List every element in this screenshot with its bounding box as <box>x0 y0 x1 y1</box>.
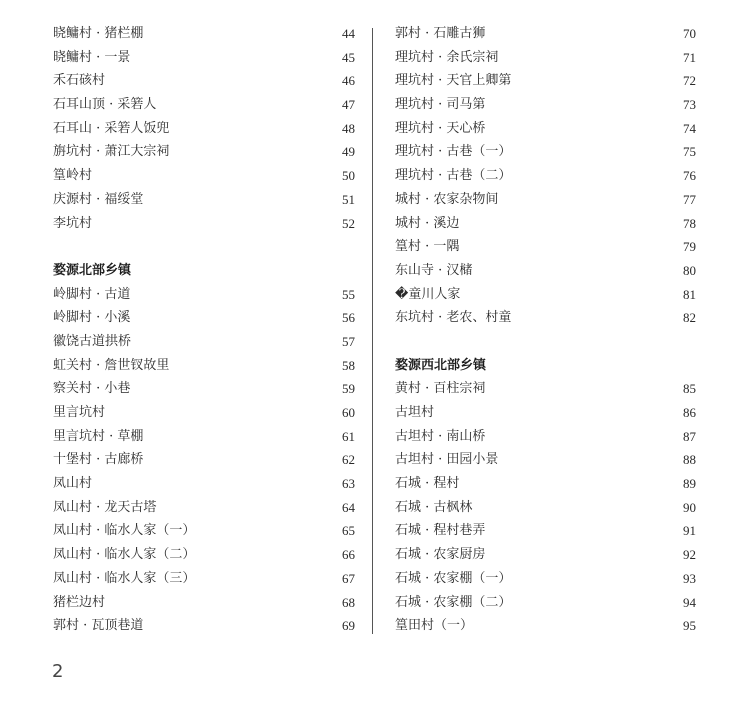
toc-entry <box>395 93 696 117</box>
toc-entry-title: �童川人家 <box>395 286 461 302</box>
toc-entry <box>395 448 696 472</box>
toc-entry <box>395 567 696 591</box>
toc-column-right <box>395 22 696 638</box>
toc-entry-page: 85 <box>683 381 696 397</box>
toc-entry-page: 77 <box>683 191 696 207</box>
toc-entry-title: 晓鳙村 · 一景 <box>53 49 131 65</box>
column-divider <box>372 28 373 634</box>
toc-entry <box>395 140 696 164</box>
toc-entry <box>53 117 355 141</box>
section-spacer <box>53 235 355 259</box>
toc-entry-page: 74 <box>683 120 696 136</box>
toc-entry <box>53 354 355 378</box>
toc-entry-page: 93 <box>683 570 696 586</box>
toc-entry <box>395 259 696 283</box>
toc-entry <box>395 472 696 496</box>
toc-column-left <box>53 22 355 638</box>
toc-entry <box>53 519 355 543</box>
toc-entry <box>395 543 696 567</box>
toc-entry-page: 58 <box>342 357 355 373</box>
toc-entry-title: 石城 · 农家厨房 <box>395 547 486 563</box>
toc-entry <box>395 519 696 543</box>
toc-entry-title: 十堡村 · 古廊桥 <box>53 452 144 468</box>
toc-entry-title: 石城 · 程村巷弄 <box>395 523 486 539</box>
toc-entry-page: 89 <box>683 476 696 492</box>
toc-entry <box>53 188 355 212</box>
toc-entry-title: 古坦村 · 田园小景 <box>395 452 499 468</box>
toc-group <box>53 283 355 638</box>
toc-entry-page: 51 <box>342 191 355 207</box>
toc-entry-page: 59 <box>342 381 355 397</box>
toc-entry <box>395 212 696 236</box>
toc-entry-page: 67 <box>342 570 355 586</box>
toc-entry-page: 45 <box>342 49 355 65</box>
toc-entry-title: 理坑村 · 古巷（一） <box>395 144 512 160</box>
toc-group <box>395 377 696 638</box>
toc-entry-page: 69 <box>342 618 355 634</box>
toc-entry <box>53 22 355 46</box>
toc-entry-title: 岭脚村 · 古道 <box>53 286 131 302</box>
toc-entry-title: 里言坑村 <box>53 405 106 420</box>
toc-entry-page: 86 <box>683 405 696 420</box>
toc-entry <box>53 377 355 401</box>
toc-entry <box>395 164 696 188</box>
toc-entry-page: 52 <box>342 215 355 231</box>
toc-entry-title: 石耳山 · 采箬人饭兜 <box>53 120 170 136</box>
toc-entry-title: 石耳山顶 · 采箬人 <box>53 97 157 113</box>
toc-entry <box>53 164 355 188</box>
toc-entry <box>53 567 355 591</box>
toc-entry-title: 古坦村 · 南山桥 <box>395 428 486 444</box>
toc-entry-page: 82 <box>683 310 696 326</box>
toc-entry-title: 旃坑村 · 萧江大宗祠 <box>53 144 170 160</box>
toc-group <box>395 22 696 330</box>
toc-entry-page: 88 <box>683 452 696 468</box>
toc-entry-title: 徽饶古道拱桥 <box>53 333 132 349</box>
toc-entry <box>53 543 355 567</box>
toc-entry <box>53 93 355 117</box>
toc-entry <box>395 377 696 401</box>
toc-entry <box>395 46 696 70</box>
toc-entry-page: 60 <box>342 405 355 420</box>
toc-entry-title: 察关村 · 小巷 <box>53 381 131 397</box>
toc-entry <box>395 496 696 520</box>
toc-entry-title: 篁村 · 一隅 <box>395 239 460 255</box>
section-heading-northwest: 婺源西北部乡镇 <box>395 357 487 373</box>
toc-entry-page: 91 <box>683 523 696 539</box>
toc-entry-page: 62 <box>342 452 355 468</box>
toc-entry <box>53 614 355 638</box>
toc-entry-title: 理坑村 · 天官上卿第 <box>395 73 512 89</box>
toc-entry-title: 庆源村 · 福绥堂 <box>53 191 144 207</box>
toc-entry <box>395 188 696 212</box>
toc-entry-title: 石城 · 程村 <box>395 476 460 492</box>
toc-entry-page: 49 <box>342 144 355 160</box>
toc-entry-title: 石城 · 古枫林 <box>395 499 473 515</box>
toc-entry <box>395 235 696 259</box>
toc-group <box>53 22 355 235</box>
toc-entry <box>53 212 355 236</box>
toc-entry-page: 94 <box>683 594 696 610</box>
toc-entry-page: 72 <box>683 73 696 89</box>
toc-entry-title: 猪栏边村 <box>53 594 106 610</box>
toc-entry-page: 44 <box>342 26 355 41</box>
toc-entry-page: 79 <box>683 239 696 255</box>
toc-entry-title: 理坑村 · 司马第 <box>395 97 486 113</box>
toc-entry <box>53 448 355 472</box>
toc-entry-title: 凤山村 · 临水人家（一） <box>53 523 196 539</box>
toc-entry-page: 70 <box>683 26 696 41</box>
toc-entry-title: 晓鳙村 · 猪栏棚 <box>53 26 144 41</box>
toc-entry-page: 64 <box>342 499 355 515</box>
toc-entry <box>395 283 696 307</box>
toc-entry <box>53 425 355 449</box>
toc-entry-title: 理坑村 · 余氏宗祠 <box>395 49 499 65</box>
toc-entry-page: 50 <box>342 168 355 184</box>
toc-entry-page: 87 <box>683 428 696 444</box>
toc-entry <box>395 591 696 615</box>
toc-entry-page: 90 <box>683 499 696 515</box>
toc-entry-page: 61 <box>342 428 355 444</box>
toc-entry-page: 47 <box>342 97 355 113</box>
toc-entry-page: 56 <box>342 310 355 326</box>
toc-entry <box>395 614 696 638</box>
toc-entry-title: 虹关村 · 詹世钗故里 <box>53 357 170 373</box>
toc-entry-title: 东坑村 · 老农、村童 <box>395 310 512 326</box>
toc-entry-title: 城村 · 农家杂物间 <box>395 191 499 207</box>
toc-entry <box>395 425 696 449</box>
toc-entry-title: 凤山村 <box>53 476 93 492</box>
toc-entry-title: 篁岭村 <box>53 168 93 184</box>
toc-entry-title: 禾石硋村 <box>53 73 106 89</box>
toc-entry-title: 凤山村 · 临水人家（二） <box>53 547 196 563</box>
toc-entry-page: 81 <box>683 286 696 302</box>
toc-entry-title: 郭村 · 石雕古狮 <box>395 26 486 41</box>
toc-entry <box>395 22 696 46</box>
toc-entry-title: 里言坑村 · 草棚 <box>53 428 144 444</box>
toc-entry-title: 石城 · 农家棚（二） <box>395 594 512 610</box>
toc-entry-title: 理坑村 · 古巷（二） <box>395 168 512 184</box>
toc-entry-page: 78 <box>683 215 696 231</box>
toc-entry <box>395 306 696 330</box>
toc-entry-title: 城村 · 溪边 <box>395 215 460 231</box>
toc-entry-page: 48 <box>342 120 355 136</box>
toc-entry-page: 75 <box>683 144 696 160</box>
toc-entry <box>53 330 355 354</box>
section-heading-north: 婺源北部乡镇 <box>53 262 132 278</box>
toc-entry-title: 凤山村 · 临水人家（三） <box>53 570 196 586</box>
toc-entry-page: 63 <box>342 476 355 492</box>
toc-entry-page: 73 <box>683 97 696 113</box>
toc-entry <box>53 472 355 496</box>
toc-entry <box>395 69 696 93</box>
toc-entry-title: 理坑村 · 天心桥 <box>395 120 486 136</box>
toc-entry-title: 凤山村 · 龙天古塔 <box>53 499 157 515</box>
section-spacer <box>395 330 696 354</box>
toc-entry-page: 92 <box>683 547 696 563</box>
toc-entry <box>53 401 355 425</box>
toc-entry-title: 石城 · 农家棚（一） <box>395 570 512 586</box>
toc-entry-page: 68 <box>342 594 355 610</box>
toc-entry-page: 71 <box>683 49 696 65</box>
toc-entry-page: 57 <box>342 333 355 349</box>
page-number: 2 <box>52 661 64 682</box>
toc-entry <box>53 69 355 93</box>
toc-entry <box>395 117 696 141</box>
toc-entry-page: 95 <box>683 618 696 634</box>
toc-entry-page: 66 <box>342 547 355 563</box>
toc-entry-page: 55 <box>342 286 355 302</box>
toc-entry-page: 65 <box>342 523 355 539</box>
toc-entry-page: 46 <box>342 73 355 89</box>
toc-entry-title: 东山寺 · 汉槠 <box>395 262 473 278</box>
toc-entry <box>395 401 696 425</box>
toc-entry-title: 郭村 · 瓦顶巷道 <box>53 618 144 634</box>
toc-entry-page: 80 <box>683 262 696 278</box>
toc-entry-title: 李坑村 <box>53 215 93 231</box>
toc-entry-title: 岭脚村 · 小溪 <box>53 310 131 326</box>
toc-entry-title: 篁田村（一） <box>395 618 474 634</box>
toc-entry <box>53 46 355 70</box>
toc-entry <box>53 591 355 615</box>
toc-entry <box>53 140 355 164</box>
toc-entry <box>53 283 355 307</box>
toc-entry-title: 古坦村 <box>395 405 435 420</box>
toc-entry-title: 黄村 · 百柱宗祠 <box>395 381 486 397</box>
toc-entry <box>53 496 355 520</box>
toc-entry-page: 76 <box>683 168 696 184</box>
toc-entry <box>53 306 355 330</box>
